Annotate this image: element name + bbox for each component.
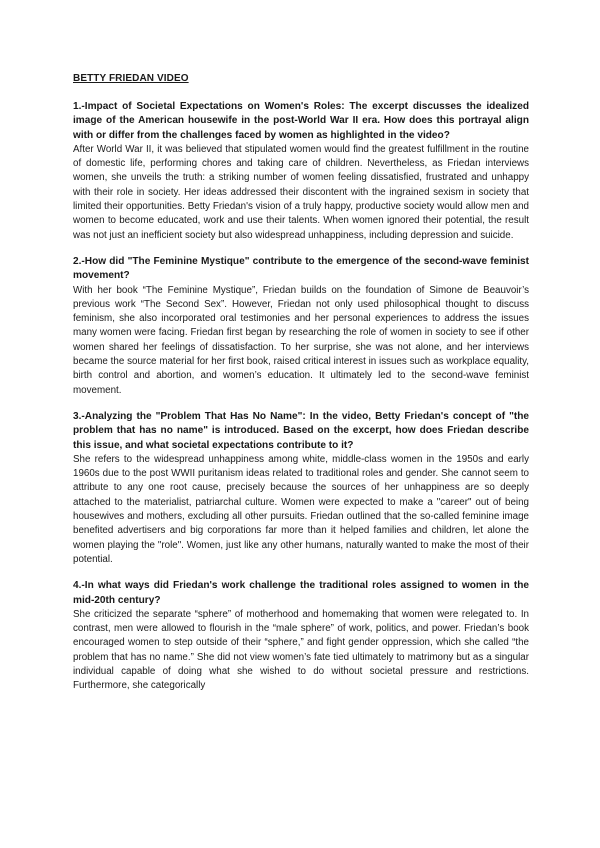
answer-paragraph: She criticized the separate “sphere” of motherhood and homemaking that women were relegated to. In contrast, men were allowed to flourish in the “male sphere” of work, politics, and power. Friedan’s book encouraged women to step outside of their “sphere,” and fight gender oppression, which she called “the problem that has no name.” She did not view women’s fate tied ultimately to matrimony but as a singular individual capable of doing what she wished to do without societal pressure and restrictions. Furthermore, she categorically: [73, 608, 529, 692]
question-heading: 1.-Impact of Societal Expectations on Women's Roles: The excerpt discusses the idealized image of the American housewife in the post-World War II era. How does this portrayal align with or differ from the challenges faced by women as highlighted in the video?: [73, 101, 529, 141]
question-heading: 3.-Analyzing the "Problem That Has No Name": In the video, Betty Friedan's concept of "the problem that has no name" is introduced. Based on the excerpt, how does Friedan describe this issue, and what societal expectations contribute to it?: [73, 410, 529, 451]
question-section-3: [73, 410, 529, 567]
document-title: BETTY FRIEDAN VIDEO: [73, 73, 189, 84]
question-section-2: [73, 255, 529, 398]
question-heading: 4.-In what ways did Friedan's work challenge the traditional roles assigned to women in the mid-20th century?: [73, 580, 529, 606]
answer-paragraph: With her book “The Feminine Mystique”, Friedan builds on the foundation of Simone de Beauvoir’s previous work “The Second Sex”. However, Friedan not only used philosophical thought to discuss feminism, she also incorporated oral testimonies and her personal experiences to address the issues many women were facing. Friedan first began by researching the role of women in society to see if other women shared her feelings of dissatisfaction. To her surprise, she was not alone, and her interviews became the source material for her first book, raised critical interest in issues such as workplace equality, birth control and abortion, and women’s education. It ultimately led to the second-wave feminist movement.: [73, 284, 529, 396]
question-heading: 2.-How did "The Feminine Mystique" contribute to the emergence of the second-wave feminist movement?: [73, 255, 529, 282]
document-page: [73, 72, 529, 706]
question-section-1: [73, 100, 529, 243]
question-section-4: [73, 579, 529, 693]
answer-paragraph: She refers to the widespread unhappiness among white, middle-class women in the 1950s and early 1960s due to the post WWII puritanism ideas related to traditional roles and gender. She cannot seem to attribute to any one root cause, precisely because the sources of her unhappiness are so deeply attached to the materialist, patriarchal culture. Women were expected to make a "career" out of being housewives and mothers, excluding all other pursuits. Friedan outlined that the so-called feminine image benefited advertisers and big corporations far more than it helped families and children, let alone the women playing the "role". Women, just like any other humans, naturally wanted to make the most of their potential.: [73, 453, 529, 565]
answer-paragraph: After World War II, it was believed that stipulated women would find the greatest fulfillment in the routine of domestic life, performing chores and taking care of children. Nevertheless, as Friedan interviews women, she unveils the truth: a striking number of women feeling dissatisfied, frustrated and unhappy with their role in society. Her ideas addressed their discontent with the ingrained sexism in society that limited their opportunities. Betty Friedan's vision of a truly happy, productive society would allow men and women to become educated, work and use their talents. When women ignored their potential, the result was not just an inefficient society but also widespread unhappiness, including depression and suicide.: [73, 143, 529, 241]
